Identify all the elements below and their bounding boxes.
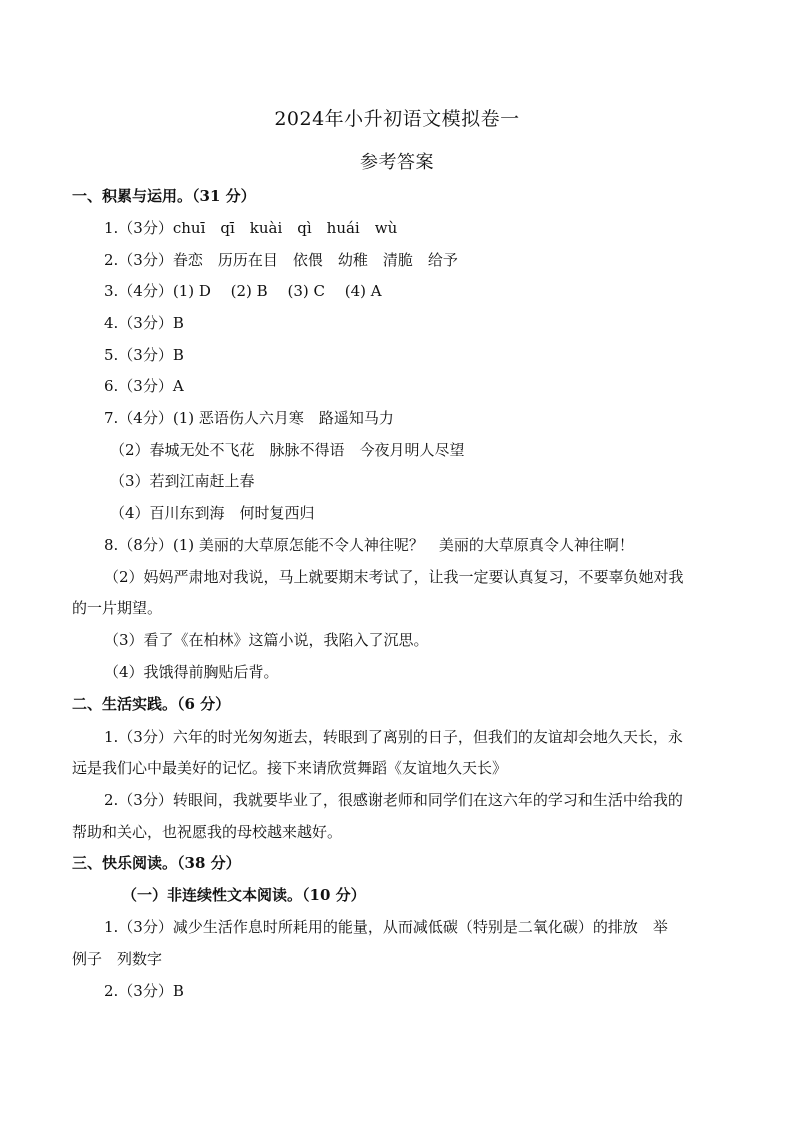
answer-line: 的一片期望。	[72, 599, 163, 617]
answer-line: 例子 列数字	[72, 950, 163, 968]
section-heading: 一、积累与运用。（31 分）	[72, 187, 256, 205]
answer-line: 5.（3分）B	[104, 346, 184, 364]
answer-line: 2.（3分）眷恋 历历在目 依偎 幼稚 清脆 给予	[104, 251, 458, 269]
answer-line: 1.（3分）chuī qī kuài qì huái wù	[104, 219, 398, 237]
answer-line: 6.（3分）A	[104, 377, 184, 395]
answer-line: 1.（3分）减少生活作息时所耗用的能量，从而减低碳（特别是二氧化碳）的排放 举	[104, 918, 668, 936]
answer-line: 7.（4分）(1) 恶语伤人六月寒 路遥知马力	[104, 409, 394, 427]
answer-line: 远是我们心中最美好的记忆。接下来请欣赏舞蹈《友谊地久天长》	[72, 759, 508, 777]
answer-line: 4.（3分）B	[104, 314, 184, 332]
section-heading: 二、生活实践。（6 分）	[72, 695, 231, 713]
answer-line: （4）百川东到海 何时复西归	[110, 504, 315, 522]
answer-line: （4）我饿得前胸贴后背。	[104, 663, 279, 681]
page-subtitle: 参考答案	[360, 152, 434, 173]
answer-line: 8.（8分）(1) 美丽的大草原怎能不令人神往呢？ 美丽的大草原真令人神往啊！	[104, 536, 634, 554]
page-title: 2024年小升初语文模拟卷一	[274, 108, 520, 130]
section-heading: 三、快乐阅读。（38 分）	[72, 854, 241, 872]
answer-line: （3）若到江南赶上春	[110, 472, 255, 490]
answer-line: 2.（3分）转眼间，我就要毕业了，很感谢老师和同学们在这六年的学习和生活中给我的	[104, 791, 683, 809]
answer-line: 3.（4分）(1) D (2) B (3) C (4) A	[104, 282, 382, 300]
answer-line: （3）看了《在柏林》这篇小说，我陷入了沉思。	[104, 631, 429, 649]
answer-line: （2）春城无处不飞花 脉脉不得语 今夜月明人尽望	[110, 441, 465, 459]
answer-line: 2.（3分）B	[104, 982, 184, 1000]
answer-line: 帮助和关心，也祝愿我的母校越来越好。	[72, 823, 343, 841]
answer-line: （2）妈妈严肃地对我说，马上就要期末考试了，让我一定要认真复习，不要辜负她对我	[104, 568, 684, 586]
subsection-heading: （一）非连续性文本阅读。（10 分）	[122, 886, 366, 904]
answer-line: 1.（3分）六年的时光匆匆逝去，转眼到了离别的日子，但我们的友谊却会地久天长，永	[104, 728, 683, 746]
